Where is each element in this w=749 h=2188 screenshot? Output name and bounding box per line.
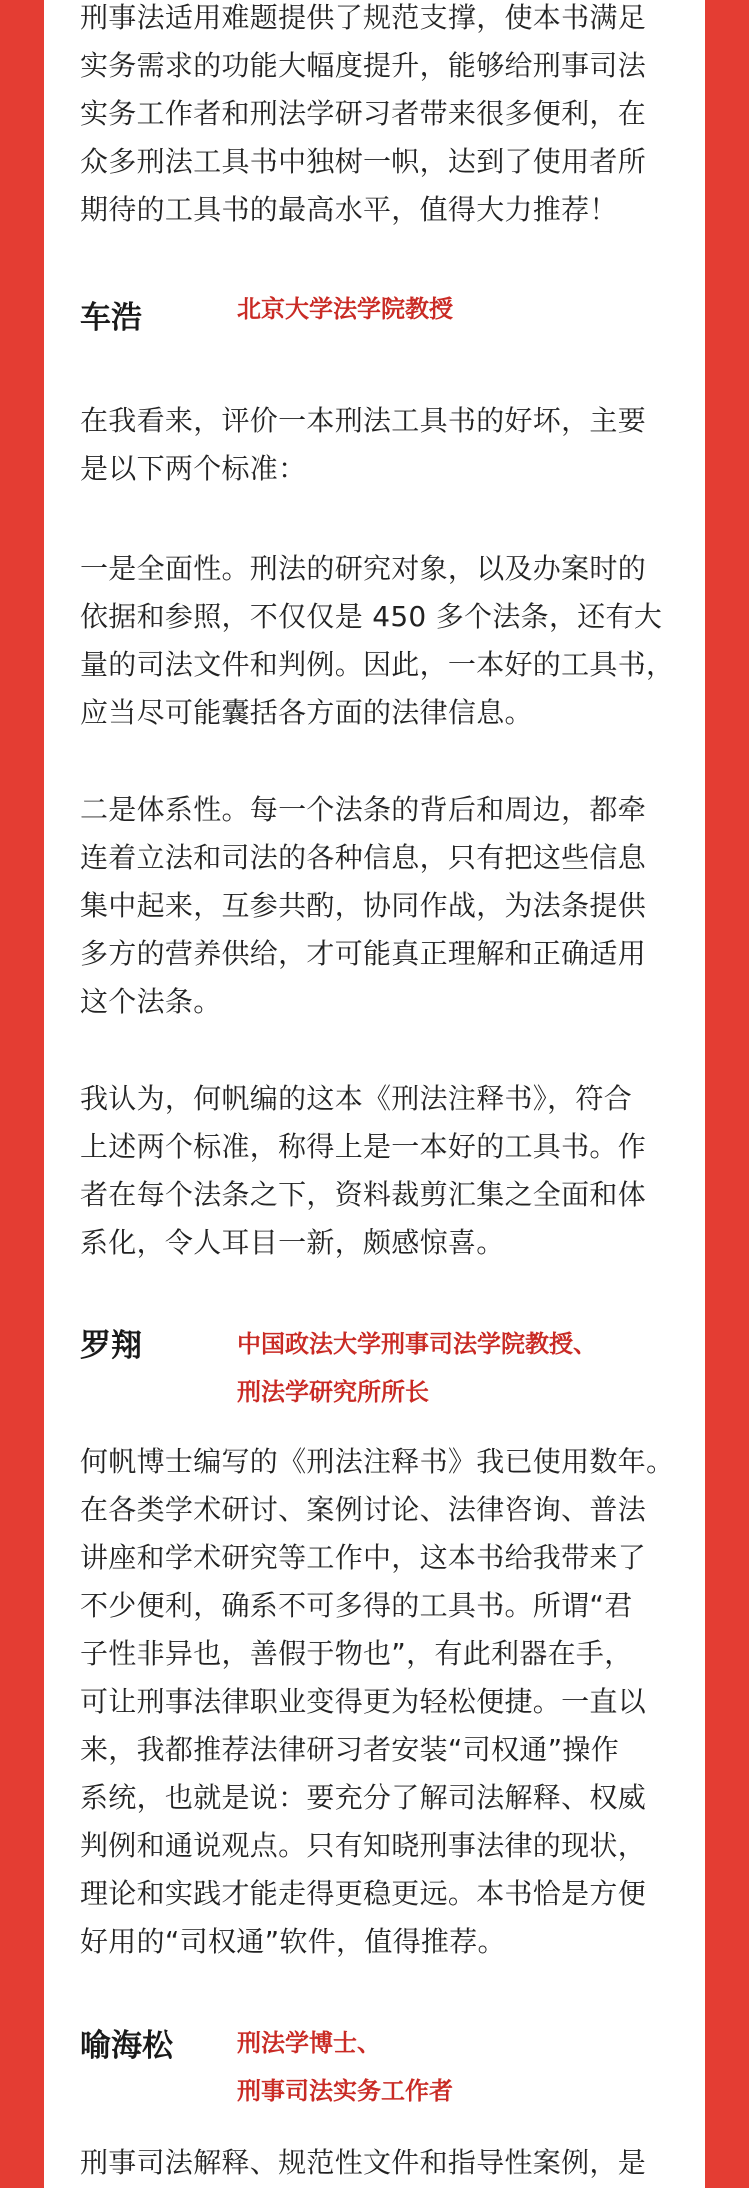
review-paragraph: 刑事司法解释、规范性文件和指导性案例，是 — [80, 2146, 647, 2179]
review-paragraph: 二是体系性。每一个法条的背后和周边，都牵 连着立法和司法的各种信息，只有把这些信息 集中起来，互参共酌，协同作战，为法条提供 多方的营养供给，才可能真正理解和正确适用 这个法条。 — [80, 793, 647, 1018]
article-page — [44, 0, 705, 2188]
reviewer-name: 喻海松 — [80, 2028, 173, 2064]
reviewer-header — [80, 2022, 677, 2112]
review-paragraph: 一是全面性。刑法的研究对象，以及办案时的 依据和参照，不仅仅是 450 多个法条，还有大 量的司法文件和判例。因此，一本好的工具书， 应当尽可能囊括各方面的法律信息。 — [80, 552, 675, 729]
review-paragraph: 何帆博士编写的《刑法注释书》我已使用数年。 在各类学术研讨、案例讨论、法律咨询、普法 讲座和学术研究等工作中，这本书给我带来了 不少便利，确系不可多得的工具书。所谓“君 子性非异也，善假于物也”，有此利器在手， 可让刑事法律职业变得更为轻松便捷。一直以 来，我都推荐法律研习者安装“司权通”操作 系统，也就是说：要充分了解司法解释、权威 判例和通说观点。只有知晓刑事法律的现状， 理论和实践才能走得更稳更远。本书恰是方便 好用的“司权通”软件，值得推荐。 — [80, 1445, 675, 1958]
reviewer-title: 中国政法大学刑事司法学院教授、 刑法学研究所所长 — [237, 1330, 597, 1406]
reviewer-name: 车浩 — [80, 300, 142, 336]
reviewer-header — [80, 294, 677, 384]
review-paragraph: 在我看来，评价一本刑法工具书的好坏，主要 是以下两个标准： — [80, 404, 647, 485]
reviewer-name: 罗翔 — [80, 1328, 142, 1364]
intro-paragraph: 刑事法适用难题提供了规范支撑，使本书满足 实务需求的功能大幅度提升，能够给刑事司法 实务工作者和刑法学研习者带来很多便利，在 众多刑法工具书中独树一帜，达到了使用者所 期待的工具书的最高水平，值得大力推荐！ — [80, 1, 647, 226]
reviewer-title: 北京大学法学院教授 — [237, 295, 453, 323]
reviewer-header — [80, 1322, 677, 1412]
reviewer-title: 刑法学博士、 刑事司法实务工作者 — [237, 2029, 453, 2105]
review-paragraph: 我认为，何帆编的这本《刑法注释书》，符合 上述两个标准，称得上是一本好的工具书。作 者在每个法条之下，资料裁剪汇集之全面和体 系化，令人耳目一新，颇感惊喜。 — [80, 1082, 647, 1259]
